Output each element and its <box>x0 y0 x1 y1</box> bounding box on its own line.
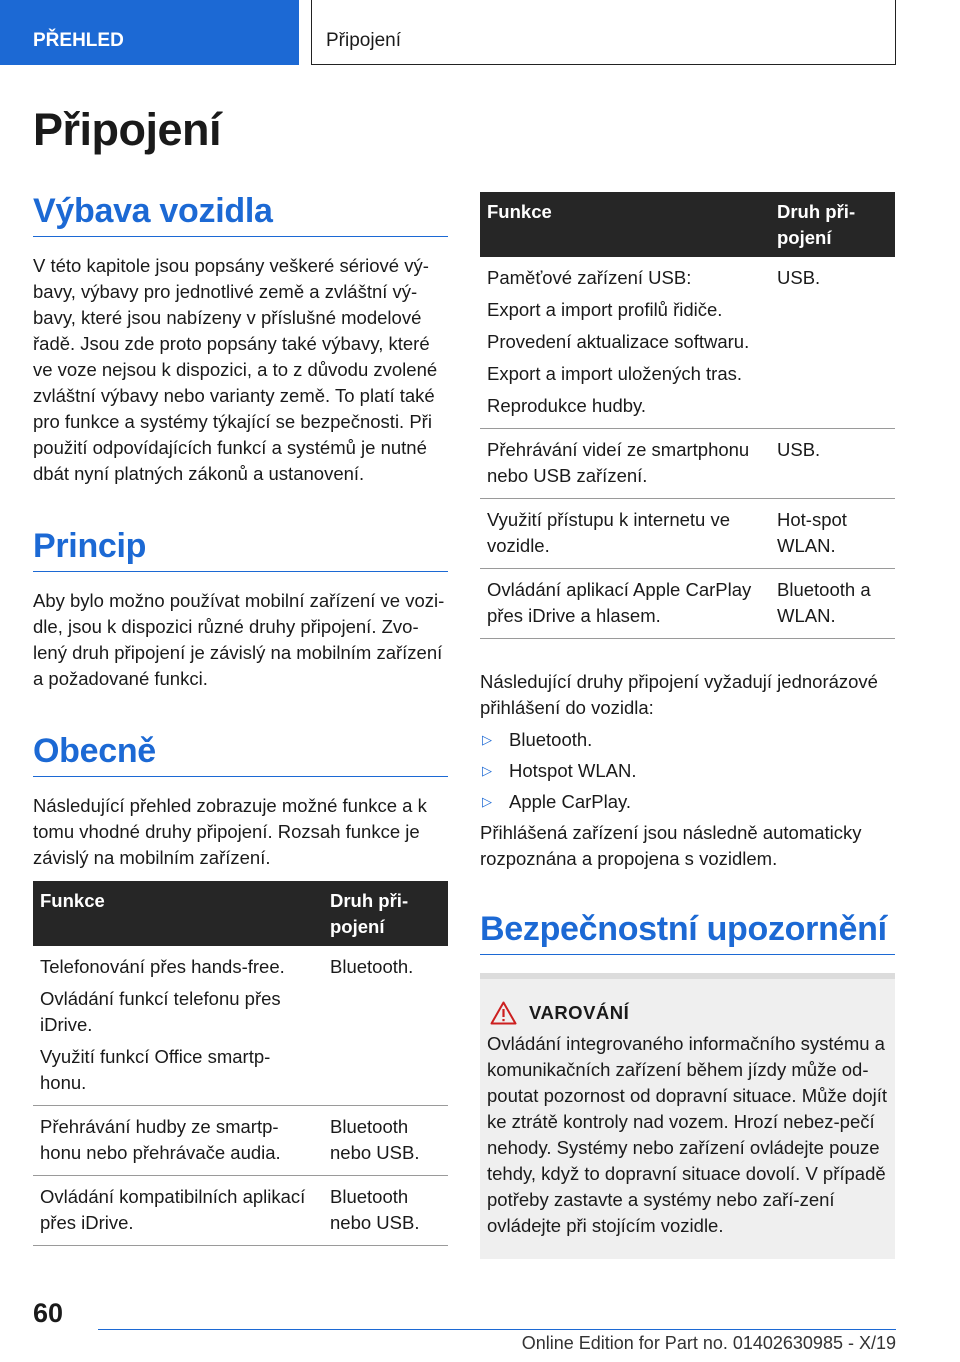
table-cell-function: Telefonování přes hands-free. <box>40 956 285 977</box>
triangle-right-icon: ▷ <box>482 763 492 778</box>
section-heading-obecne: Obecně <box>33 732 448 777</box>
registration-intro: Následující druhy připojení vyžadují jednorázové přihlášení do vozidla: <box>480 671 878 718</box>
connection-table-right <box>480 192 895 639</box>
table-cell-function: Export a import profilů řidiče. <box>487 299 723 320</box>
table-cell-function: Ovládání kompatibilních aplikací přes iDrive. <box>40 1186 306 1233</box>
table-row <box>33 1106 448 1176</box>
table-cell-connection: USB. <box>770 257 895 429</box>
triangle-right-icon: ▷ <box>482 794 492 809</box>
table-cell-function: Paměťové zařízení USB: <box>487 267 692 288</box>
table-cell-connection: Bluetooth nebo USB. <box>323 1106 448 1176</box>
table-cell-function: Ovládání funkcí telefonu přes iDrive. <box>40 988 281 1035</box>
table-cell-connection: Bluetooth a WLAN. <box>770 569 895 639</box>
registration-after: Přihlášená zařízení jsou následně automaticky rozpoznána a propojena s vozidlem. <box>480 822 862 869</box>
connection-table-left <box>33 881 448 1246</box>
warning-title: VAROVÁNÍ <box>529 1002 630 1023</box>
table-cell-connection: USB. <box>770 429 895 499</box>
table-cell-function: Reprodukce hudby. <box>487 395 647 416</box>
table-cell-connection: Hot-spot WLAN. <box>770 499 895 569</box>
list-item: ▷ Apple CarPlay. <box>480 789 895 815</box>
section-text-princip: Aby bylo možno používat mobilní zařízení ve vozi-dle, jsou k dispozici různé druhy připojení. Zvo-lený druh připojení je závislý na mobilním zařízení a požadované funkci. <box>33 590 445 689</box>
table-cell-connection: Bluetooth nebo USB. <box>323 1176 448 1246</box>
table-cell-function: Ovládání aplikací Apple CarPlay přes iDrive a hlasem. <box>487 579 752 626</box>
warning-box <box>480 973 895 1259</box>
warning-triangle-icon <box>490 1001 517 1025</box>
section-heading-princip: Princip <box>33 527 448 572</box>
table-cell-function: Přehrávání videí ze smartphonu nebo USB zařízení. <box>487 439 750 486</box>
list-item: ▷ Bluetooth. <box>480 727 895 753</box>
table-row <box>33 1176 448 1246</box>
table-header-connection: Druh při-pojení <box>323 881 448 946</box>
table-row <box>480 257 895 429</box>
section-text-vybava: V této kapitole jsou popsány veškeré sériové vý-bavy, výbavy pro jednotlivé země a zvláštní vý-bavy, které jsou nabízeny v příslušné modelové řadě. Jsou zde proto popsány také výbavy, které ve voze nejsou k dispozici, a to z důvodu zvolené zvláštní výbavy nebo varianty země. To platí také pro funkce a systémy týkající se bezpečnosti. Při použití odpovídajících funkcí a systémů je nutné dbát nyní platných zákonů a ustanovení. <box>33 255 438 484</box>
header-chapter-title: Připojení <box>311 0 896 65</box>
table-header-function: Funkce <box>33 881 323 946</box>
table-cell-function: Export a import uložených tras. <box>487 363 742 384</box>
footer-edition: Online Edition for Part no. 01402630985 - X/19 <box>98 1329 896 1354</box>
section-heading-safety: Bezpečnostní upozornění <box>480 910 895 955</box>
table-header-connection: Druh při-pojení <box>770 192 895 257</box>
table-row <box>480 569 895 639</box>
section-heading-vybava: Výbava vozidla <box>33 192 448 237</box>
table-row <box>33 946 448 1106</box>
table-cell-function: Přehrávání hudby ze smartp-honu nebo přehrávače audia. <box>40 1116 281 1163</box>
table-cell-function: Využití funkcí Office smartp-honu. <box>40 1046 271 1093</box>
page-number: 60 <box>33 1298 64 1328</box>
triangle-right-icon: ▷ <box>482 732 492 747</box>
header-section-label: PŘEHLED <box>0 0 299 65</box>
list-item: ▷ Hotspot WLAN. <box>480 758 895 784</box>
connection-type-list <box>480 727 895 815</box>
left-column <box>33 192 448 1246</box>
table-cell-function: Využití přístupu k internetu ve vozidle. <box>487 509 731 556</box>
table-row <box>480 499 895 569</box>
table-cell-function: Provedení aktualizace softwaru. <box>487 331 750 352</box>
section-text-obecne: Následující přehled zobrazuje možné funkce a k tomu vhodné druhy připojení. Rozsah funkce je závislý na mobilním zařízení. <box>33 795 427 868</box>
warning-text: Ovládání integrovaného informačního systému a komunikačních zařízení během jízdy může od-poutat pozornost od dopravní situace. Může dojít ke ztrátě kontroly nad vozem. Hrozí nebez-pečí nehody. Systémy nebo zařízení ovládejte pouze tehdy, když to dopravní situace dovolí. V případě potřeby zastavte a systémy nebo zaří-zení ovládejte při stojícím vozidle. <box>487 1033 888 1236</box>
table-header-function: Funkce <box>480 192 770 257</box>
table-cell-connection: Bluetooth. <box>323 946 448 1106</box>
table-row <box>480 429 895 499</box>
right-column <box>480 192 895 1259</box>
page-title: Připojení <box>33 104 222 155</box>
